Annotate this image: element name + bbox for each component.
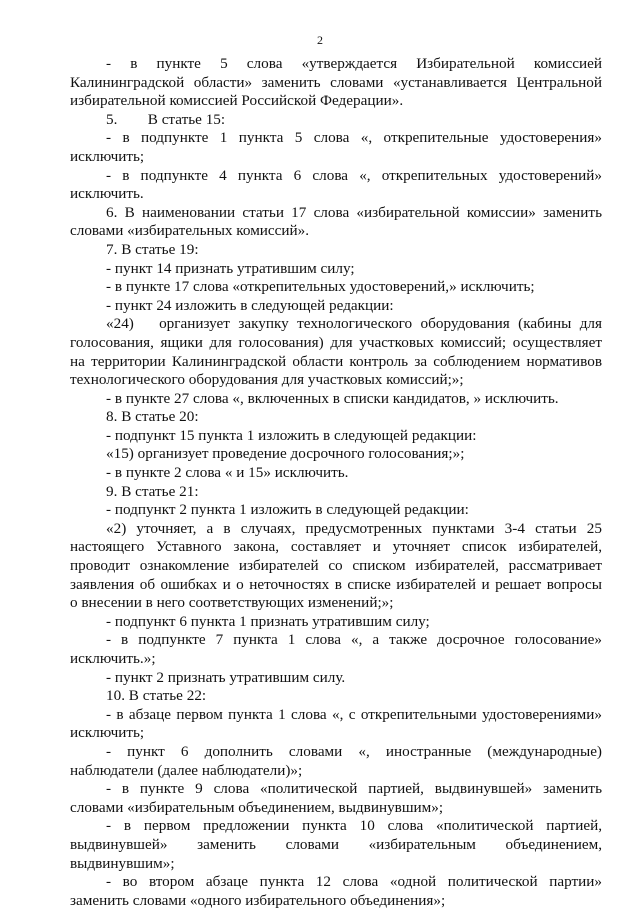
paragraph-line: исключить; [70, 724, 145, 742]
paragraph-line: - пункт 24 изложить в следующей редакции: [106, 296, 394, 314]
paragraph-line: исключить.»; [70, 650, 156, 667]
paragraph-line: - в подпункте 1 пункта 5 слова «, открепительные удостоверения» [106, 129, 602, 147]
page-number: 2 [317, 33, 323, 47]
paragraph-line: проводит ознакомление избирателей со списком избирателей, рассматривает [70, 557, 602, 575]
paragraph-line: - в пункте 5 слова «утверждается Избирательной комиссией [106, 55, 602, 72]
paragraph-line: 5. В статье 15: [106, 110, 226, 128]
paragraph-line: - в пункте 2 слова « и 15» исключить. [106, 464, 349, 482]
paragraph-line: технологического оборудования для участковых комиссий;»; [70, 371, 464, 389]
paragraph-line: настоящего Уставного закона, составляет и уточняет список избирателей, [70, 538, 602, 556]
paragraph-line: словами «избирательным объединением, выдвинувшим»; [70, 798, 444, 816]
paragraph-line: заменить словами «одного избирательного объединения»; [70, 891, 446, 909]
paragraph-line: - в пункте 9 слова «политической партией, выдвинувшей» заменить [106, 780, 602, 798]
paragraph-line: выдвинувшим»; [70, 854, 175, 872]
paragraph-line: - в подпункте 7 пункта 1 слова «, а также досрочное голосование» [106, 631, 602, 649]
paragraph-line: выдвинувшей» заменить словами «избирательным объединением, [70, 835, 602, 853]
paragraph-line: - пункт 6 дополнить словами «, иностранные (международные) [106, 742, 602, 760]
document-body [70, 55, 602, 910]
paragraph-line: 7. В статье 19: [106, 240, 199, 258]
paragraph-line: голосования, ящики для голосования) для участковых комиссий; осуществляет [70, 333, 602, 351]
paragraph-line: - подпункт 2 пункта 1 изложить в следующей редакции: [106, 501, 469, 519]
paragraph-line: избирательной комиссией Российской Федерации». [70, 92, 404, 110]
paragraph-line: заявления об ошибках и о неточностях в списке избирателей и решает вопросы [70, 575, 602, 593]
paragraph-line: - в пункте 27 слова «, включенных в списки кандидатов, » исключить. [106, 389, 559, 407]
paragraph-line: 6. В наименовании статьи 17 слова «избирательной комиссии» заменить [106, 203, 602, 221]
paragraph-line: - в первом предложении пункта 10 слова «политической партией, [106, 817, 602, 835]
paragraph-line: - во втором абзаце пункта 12 слова «одной политической партии» [106, 873, 602, 891]
paragraph-line: исключить. [70, 185, 144, 203]
paragraph-line: - подпункт 15 пункта 1 изложить в следующей редакции: [106, 426, 477, 444]
paragraph-line: словами «избирательных комиссий». [70, 222, 310, 240]
paragraph-line: - в абзаце первом пункта 1 слова «, с открепительными удостоверениями» [106, 705, 602, 723]
paragraph-line: о внесении в него соответствующих изменений;»; [70, 594, 394, 612]
paragraph-line: «2) уточняет, а в случаях, предусмотренных пунктами 3-4 статьи 25 [106, 519, 602, 537]
paragraph-line: 9. В статье 21: [106, 482, 199, 500]
paragraph-line: - в пункте 17 слова «открепительных удостоверений,» исключить; [106, 278, 535, 296]
paragraph-line: - в подпункте 4 пункта 6 слова «, открепительных удостоверений» [106, 166, 602, 184]
paragraph-line: - подпункт 6 пункта 1 признать утратившим силу; [106, 612, 430, 630]
paragraph-line: - пункт 14 признать утратившим силу; [106, 259, 355, 277]
paragraph-line: на территории Калининградской области контроль за соблюдением нормативов [70, 352, 602, 370]
paragraph-line: 10. В статье 22: [106, 687, 207, 705]
paragraph-line: Калининградской области» заменить словами «устанавливается Центральной [70, 73, 602, 91]
paragraph-line: исключить; [70, 147, 145, 165]
paragraph-line: «15) организует проведение досрочного голосования;»; [106, 445, 465, 463]
paragraph-line: 8. В статье 20: [106, 408, 199, 426]
paragraph-line: наблюдатели (далее наблюдатели)»; [70, 761, 303, 779]
paragraph-line: «24) организует закупку технологического оборудования (кабины для [106, 315, 602, 333]
paragraph-line: - пункт 2 признать утратившим силу. [106, 668, 346, 686]
